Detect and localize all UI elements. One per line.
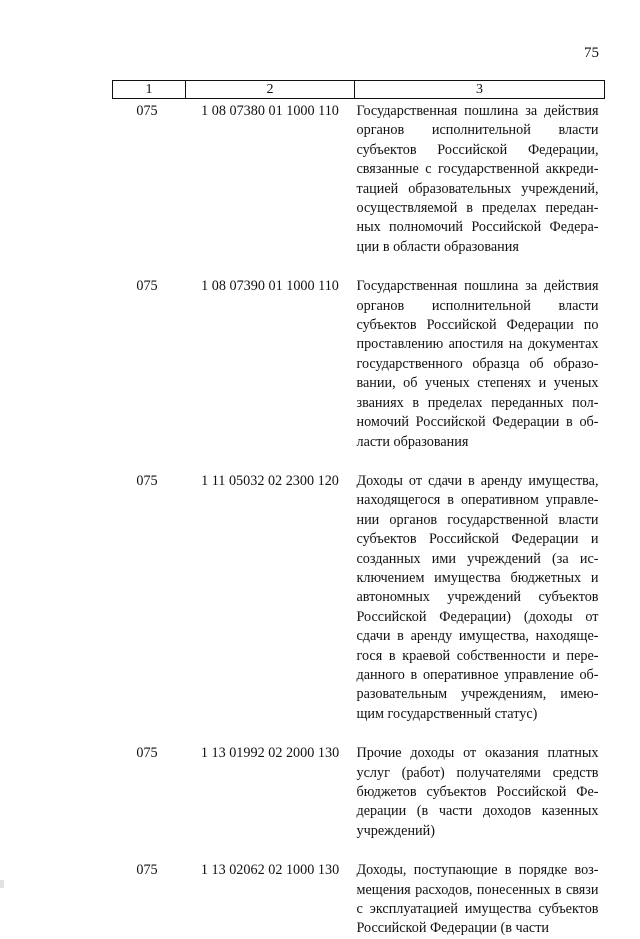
table-header bbox=[113, 81, 605, 99]
table-row bbox=[113, 99, 605, 258]
budget-code-cell: 1 13 01992 02 2000 130 bbox=[200, 745, 340, 762]
table-row bbox=[113, 841, 605, 939]
description-cell: Государственная пошлина за действия органов исполнительной власти субъектов Российской Федерации, связанные с государственной аккредитацией образовательных учреждений, осуществляемой в пределах переданных полномочий Российской Федерации в области образования bbox=[356, 103, 599, 255]
column-header-2: 2 bbox=[186, 81, 355, 99]
admin-code-cell: 075 bbox=[136, 745, 158, 762]
admin-code-cell: 075 bbox=[136, 103, 158, 119]
page-number: 75 bbox=[584, 45, 599, 61]
description-cell: Государственная пошлина за действия органов исполнительной власти субъектов Российской Федерации по проставлению апостиля на документах государственного образца об образовании, об ученых степенях и ученых званиях в пределах переданных полномочий Российской Федерации в области образования bbox=[356, 278, 599, 450]
table-row bbox=[113, 724, 605, 841]
scan-edge-mark bbox=[0, 880, 4, 888]
column-header-3: 3 bbox=[355, 81, 605, 99]
budget-code-cell: 1 08 07380 01 1000 110 bbox=[201, 103, 339, 119]
header-row bbox=[113, 81, 605, 99]
budget-code-cell: 1 08 07390 01 1000 110 bbox=[201, 278, 339, 295]
budget-code-cell: 1 13 02062 02 1000 130 bbox=[200, 862, 340, 879]
description-cell: Доходы от сдачи в аренду имущества, находящегося в оперативном управлении органов государственной власти субъектов Российской Федерации и созданных ими учреждений (за исключением имущества бюджетных и автономных учреждений субъектов Российской Федерации) (доходы от сдачи в аренду имущества, находящегося в краевой собственности и переданного в оперативное управление образовательным учреждениям, имеющим государственный статус) bbox=[356, 472, 599, 722]
admin-code-cell: 075 bbox=[136, 472, 158, 489]
description-cell: Доходы, поступающие в порядке возмещения расходов, понесенных в связи с эксплуатацией имущества субъектов Российской Федерации (в части bbox=[356, 862, 599, 937]
budget-code-cell: 1 11 05032 02 2300 120 bbox=[201, 472, 339, 489]
table-row bbox=[113, 257, 605, 452]
classification-table bbox=[112, 80, 605, 939]
table-row bbox=[113, 452, 605, 724]
description-cell: Прочие доходы от оказания платных услуг (работ) получателями средств бюджетов субъектов Российской Федерации (в части доходов казенных учреждений) bbox=[356, 745, 599, 839]
column-header-1: 1 bbox=[113, 81, 186, 99]
admin-code-cell: 075 bbox=[136, 278, 158, 295]
table-body bbox=[113, 99, 605, 939]
admin-code-cell: 075 bbox=[136, 862, 158, 879]
